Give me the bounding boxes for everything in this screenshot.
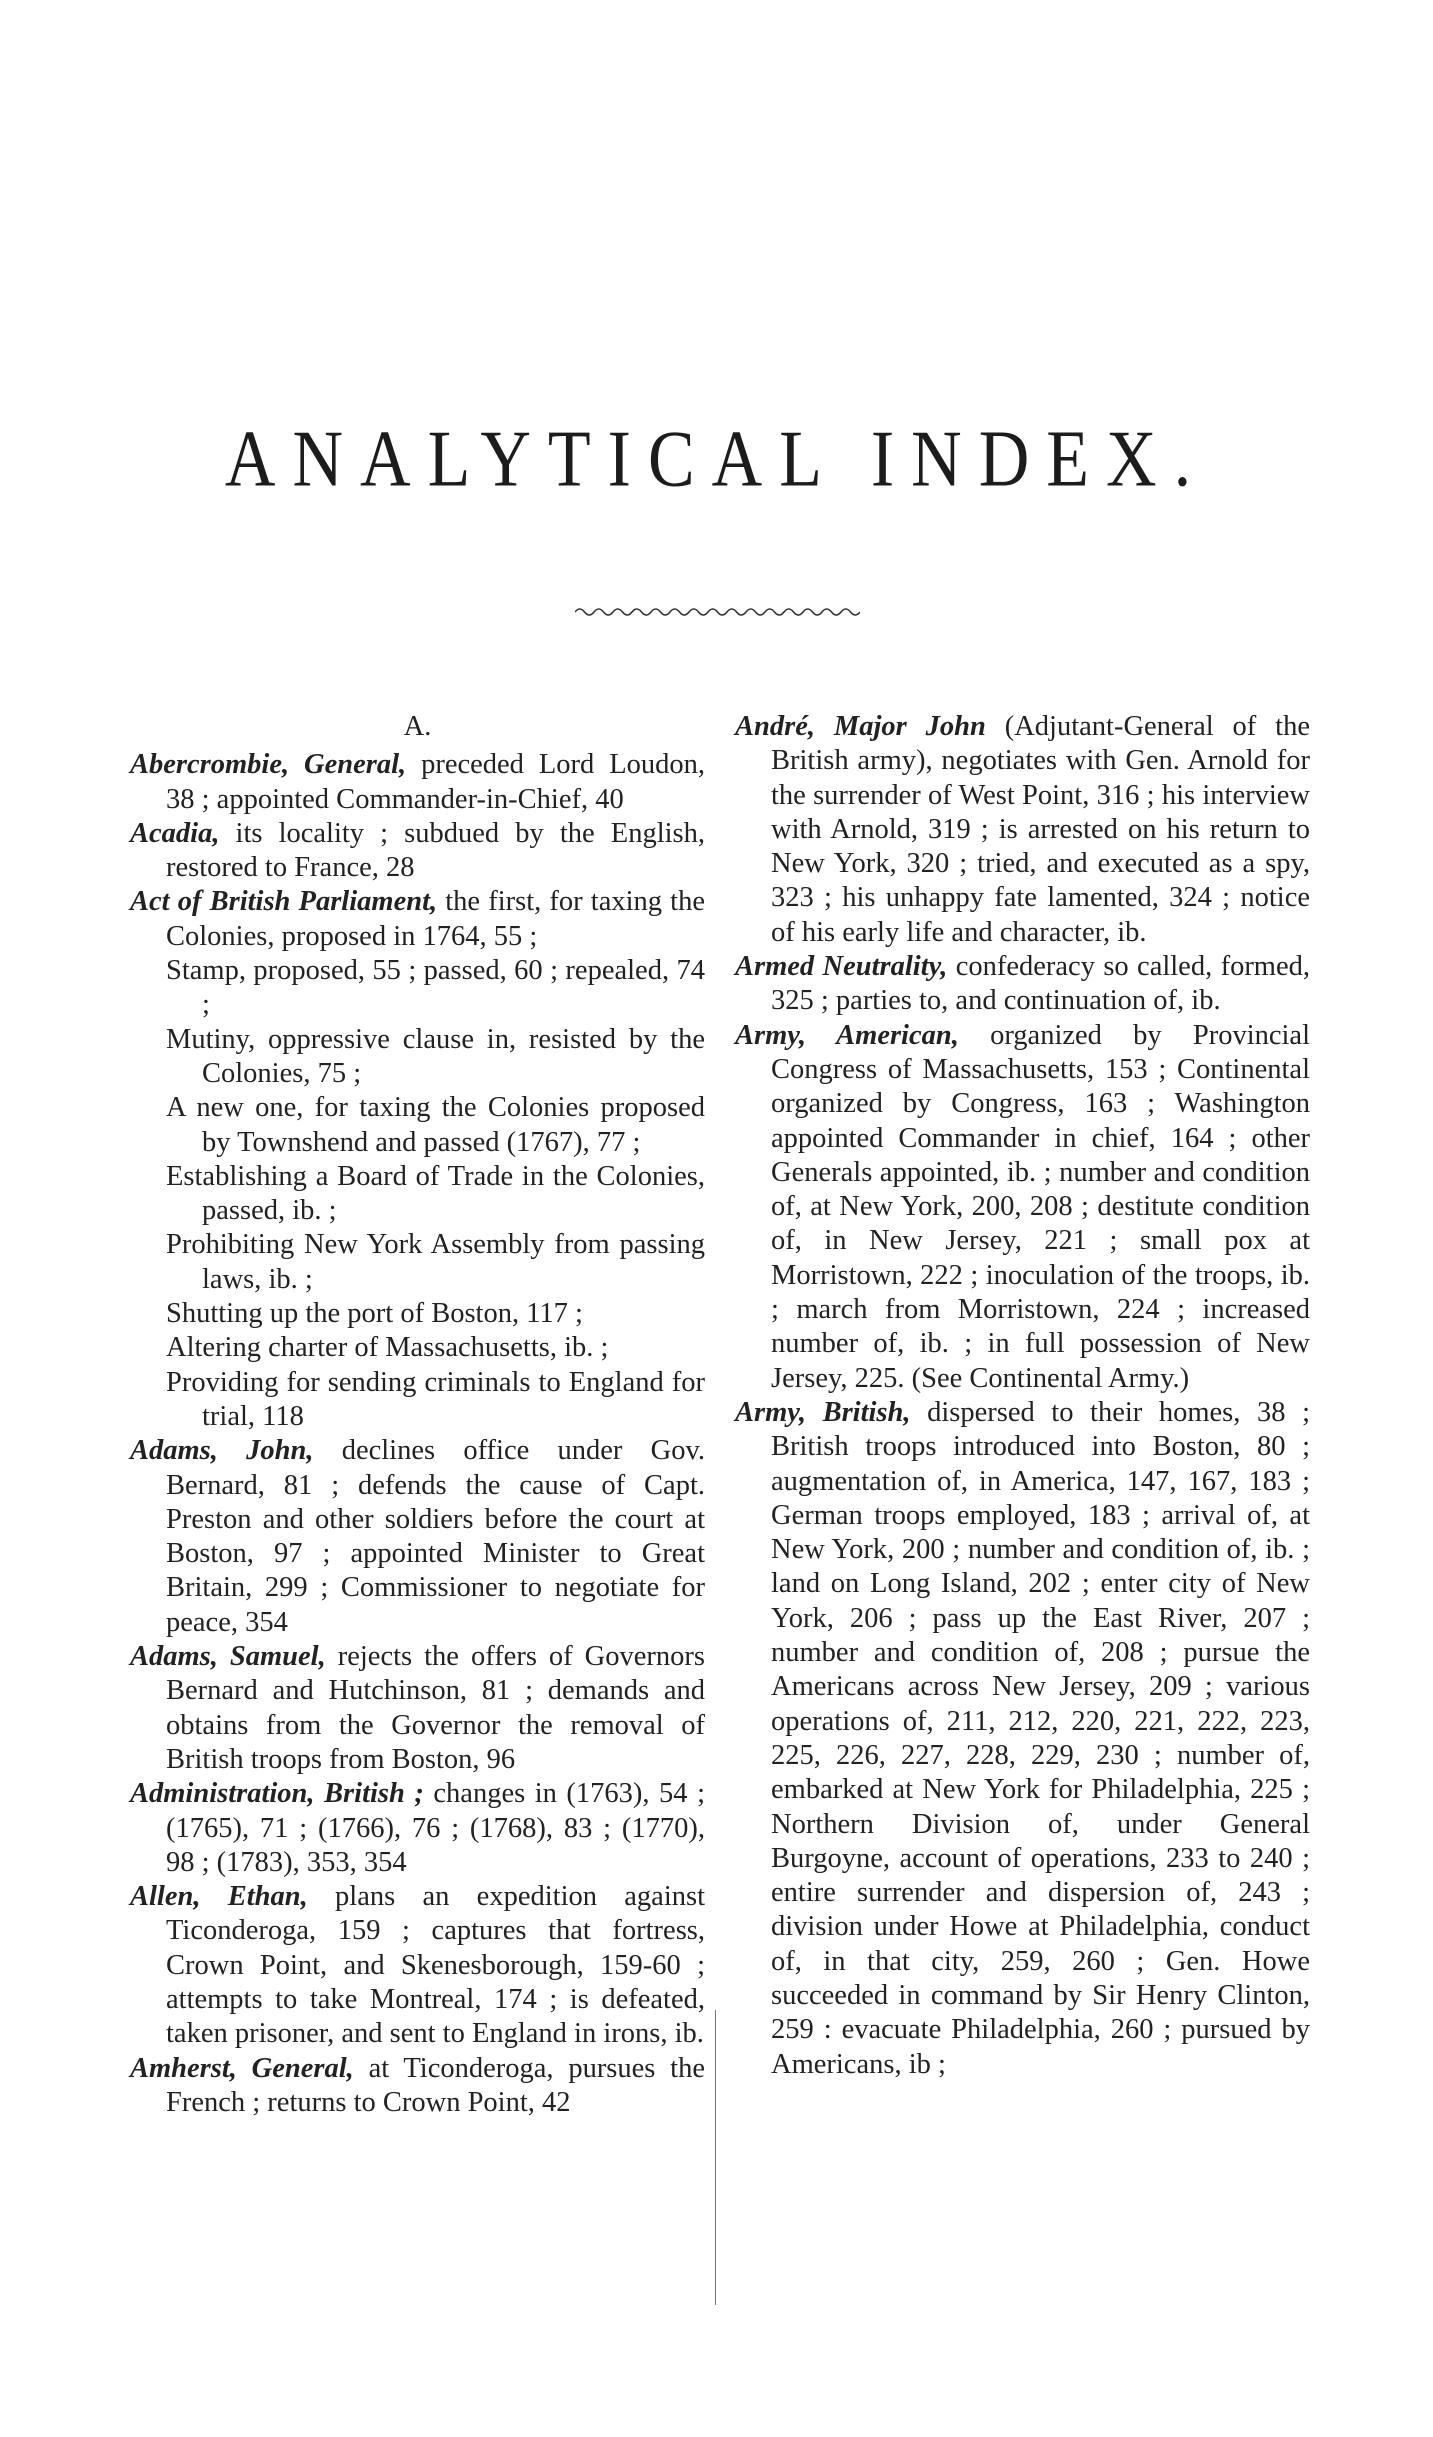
entry-heading: Adams, Samuel, xyxy=(130,1641,326,1673)
index-entry xyxy=(735,1019,1310,1396)
left-column xyxy=(130,710,705,2120)
left-entry-list xyxy=(130,748,705,2120)
entry-text: the first, for taxing the Colonies, proposed in 1764, 55 ; xyxy=(166,886,705,952)
index-entry xyxy=(130,817,705,886)
entry-text: at Ticonderoga, pursues the French ; returns to Crown Point, 42 xyxy=(166,2052,705,2118)
index-entry xyxy=(130,1777,705,1880)
entry-heading: Amherst, General, xyxy=(130,2052,354,2084)
entry-heading: Army, American, xyxy=(735,1019,959,1051)
index-entry xyxy=(130,1880,705,2051)
entry-heading: Acadia, xyxy=(130,817,220,849)
entry-heading: Allen, Ethan, xyxy=(130,1881,308,1913)
index-subentry: Altering charter of Massachusetts, ib. ; xyxy=(166,1332,609,1364)
entry-text: confederacy so called, formed, 325 ; parties to, and continuation of, ib. xyxy=(771,951,1311,1017)
entry-text: changes in (1763), 54 ; (1765), 71 ; (1766), 76 ; (1768), 83 ; (1770), 98 ; (1783), 353, 354 xyxy=(166,1778,705,1878)
index-subentry: Stamp, proposed, 55 ; passed, 60 ; repealed, 74 ; xyxy=(166,955,705,1021)
entry-text: rejects the offers of Governors Bernard and Hutchinson, 81 ; demands and obtains from the Governor the removal of British troops from Boston, 96 xyxy=(166,1641,705,1775)
index-entry xyxy=(130,885,705,954)
index-entry xyxy=(130,1434,705,1640)
entry-text: preceded Lord Loudon, 38 ; appointed Commander-in-Chief, 40 xyxy=(166,749,705,815)
entry-heading: Army, British, xyxy=(735,1396,911,1428)
entry-heading: Act of British Parliament, xyxy=(130,886,438,918)
index-subentry: A new one, for taxing the Colonies proposed by Townshend and passed (1767), 77 ; xyxy=(166,1092,705,1158)
index-subentry: Prohibiting New York Assembly from passing laws, ib. ; xyxy=(166,1229,705,1295)
entry-text: plans an expedition against Ticonderoga, 159 ; captures that fortress, Crown Point, and Skenesborough, 159-60 ; attempts to take Montreal, 174 ; is defeated, taken prisoner, and sent to England in irons, ib. xyxy=(166,1881,705,2050)
entry-text: dispersed to their homes, 38 ; British troops introduced into Boston, 80 ; augmentation of, in America, 147, 167, 183 ; German troops employed, 183 ; arrival of, at New York, 200 ; number and condition of, ib. ; land on Long Island, 202 ; enter city of New York, 206 ; pass up the East River, 207 ; number and condition of, 208 ; pursue the Americans across New Jersey, 209 ; various operations of, 211, 212, 220, 221, 222, 223, 225, 226, 227, 228, 229, 230 ; number of, embarked at New York for Philadelphia, 225 ; Northern Division of, under General Burgoyne, account of operations, 233 to 240 ; entire surrender and dispersion of, 243 ; division under Howe at Philadelphia, conduct of, in that city, 259, 260 ; Gen. Howe succeeded in command by Sir Henry Clinton, 259 : evacuate Philadelphia, 260 ; pursued by Americans, ib ; xyxy=(771,1396,1310,2080)
wavy-rule-ornament xyxy=(575,605,860,619)
index-entry xyxy=(130,2052,705,2121)
section-letter: A. xyxy=(403,711,432,742)
index-subentry: Shutting up the port of Boston, 117 ; xyxy=(166,1298,583,1330)
entry-text: (Adjutant-General of the British army), negotiates with Gen. Arnold for the surrender of West Point, 316 ; his interview with Arnold, 319 ; is arrested on his return to New York, 320 ; tried, and executed as a spy, 323 ; his unhappy fate lamented, 324 ; notice of his early life and character, ib. xyxy=(771,711,1310,948)
right-entry-list xyxy=(735,710,1310,2082)
index-entry xyxy=(130,1640,705,1777)
entry-heading: Abercrombie, General, xyxy=(130,749,407,781)
index-entry xyxy=(735,1396,1310,2082)
entry-heading: André, Major John xyxy=(735,711,986,742)
index-subentry: Mutiny, oppressive clause in, resisted by the Colonies, 75 ; xyxy=(166,1023,705,1089)
entry-text: declines office under Gov. Bernard, 81 ; defends the cause of Capt. Preston and other soldiers before the court at Boston, 97 ; appointed Minister to Great Britain, 299 ; Commissioner to negotiate for peace, 354 xyxy=(166,1435,705,1638)
entry-heading: Administration, British ; xyxy=(130,1778,424,1810)
index-entry xyxy=(735,710,1310,950)
right-column xyxy=(735,710,1310,2082)
entry-heading: Adams, John, xyxy=(130,1435,314,1467)
index-subentry: Establishing a Board of Trade in the Colonies, passed, ib. ; xyxy=(166,1160,705,1227)
page-title: ANALYTICAL INDEX. xyxy=(224,415,1209,504)
index-entry xyxy=(130,748,705,817)
entry-heading: Armed Neutrality, xyxy=(735,951,948,983)
index-subentry: Providing for sending criminals to England for trial, 118 xyxy=(166,1366,705,1432)
entry-text: its locality ; subdued by the English, restored to France, 28 xyxy=(166,817,705,884)
entry-text: organized by Provincial Congress of Massachusetts, 153 ; Continental organized by Congress, 163 ; Washington appointed Commander in chief, 164 ; other Generals appointed, ib. ; number and condition of, at New York, 200, 208 ; destitute condition of, in New Jersey, 221 ; small pox at Morristown, 222 ; inoculation of the troops, ib. ; march from Morristown, 224 ; increased number of, ib. ; in full possession of New Jersey, 225. (See Continental Army.) xyxy=(771,1019,1310,1394)
column-divider xyxy=(715,2010,716,2305)
index-entry xyxy=(735,950,1310,1019)
